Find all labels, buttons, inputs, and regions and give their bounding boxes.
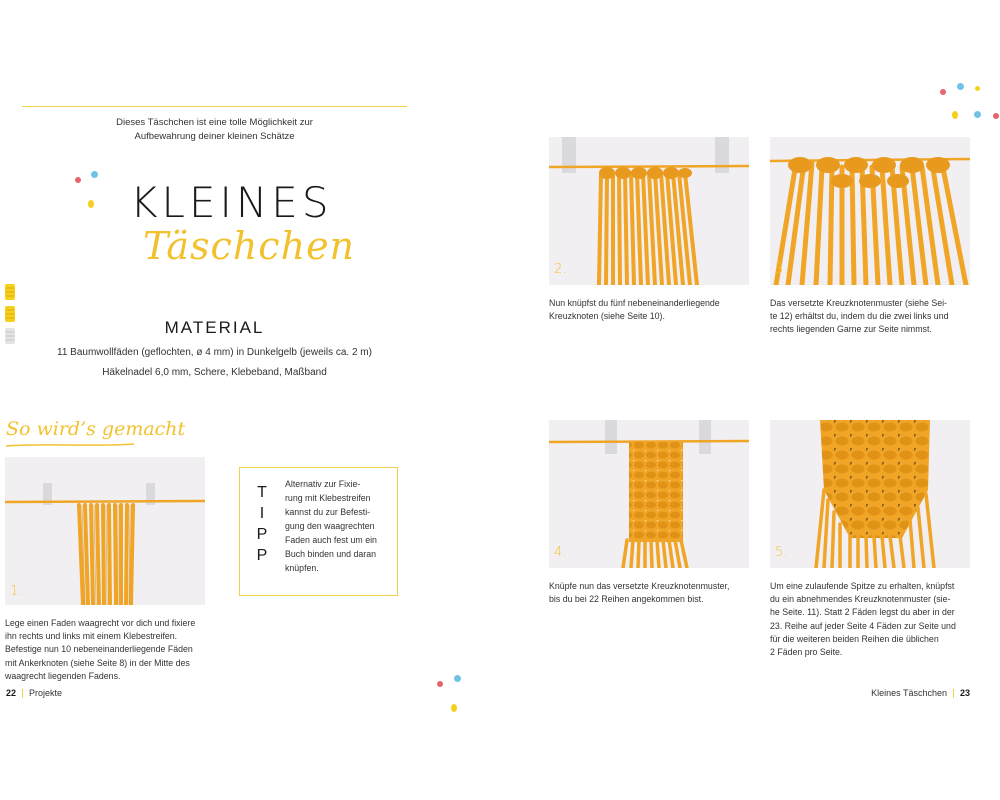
caption-line: te 12) erhältst du, indem du die zwei links und — [770, 311, 949, 322]
step-1-photo — [5, 457, 205, 605]
step-5-photo — [770, 420, 970, 568]
footer-divider — [22, 689, 23, 698]
tip-line: Faden auch fest um ein — [285, 535, 377, 545]
caption-line: 23. Reihe auf jeder Seite 4 Fäden zur Seite und — [770, 620, 956, 631]
step-4-number: 4. — [554, 545, 567, 560]
step-5-number: 5. — [775, 545, 788, 560]
footer-right — [871, 688, 970, 698]
decor-dot-yellow — [88, 200, 94, 208]
caption-line: waagrecht liegenden Fadens. — [5, 670, 121, 681]
caption-line: Befestige nun 10 nebeneinanderliegende Fäden — [5, 644, 193, 655]
footer-left — [6, 688, 62, 698]
step-5-caption — [770, 580, 990, 659]
step-3-photo — [770, 137, 970, 285]
decor-dot-blue — [957, 83, 964, 90]
tip-label — [253, 482, 271, 566]
step-2-number: 2. — [554, 262, 567, 277]
decor-dot-red — [993, 113, 999, 119]
decor-dot-blue — [974, 111, 981, 118]
tip-line: rung mit Klebestreifen — [285, 493, 371, 503]
step-4-photo — [549, 420, 749, 568]
caption-line: Kreuzknoten (siehe Seite 10). — [549, 311, 665, 322]
caption-line: mit Ankerknoten (siehe Seite 8) in der Mitte des — [5, 657, 190, 668]
caption-line: he Seite. 11). Statt 2 Fäden legst du aber in der — [770, 607, 955, 618]
howto-underline — [4, 442, 136, 448]
caption-line: Lege einen Faden waagrecht vor dich und fixiere — [5, 618, 196, 628]
page-title: KLEINES — [130, 178, 333, 227]
caption-line: 2 Fäden pro Seite. — [770, 647, 843, 658]
decor-dot-yellow — [975, 86, 980, 91]
caption-line: Um eine zulaufende Spitze zu erhalten, knüpfst — [770, 581, 955, 591]
page-number: 23 — [959, 688, 970, 698]
tip-line: Alternativ zur Fixie- — [285, 479, 361, 489]
tip-letter: P — [256, 526, 268, 543]
caption-line: bis du bei 22 Reihen angekommen bist. — [549, 594, 704, 605]
material-line-1: 11 Baumwollfäden (geflochten, ø 4 mm) in Dunkelgelb (jeweils ca. 2 m) — [57, 347, 372, 358]
footer-section-label: Kleines Täschchen — [871, 688, 947, 698]
decor-dot-red — [437, 681, 443, 687]
decor-dot-red — [75, 177, 81, 183]
top-divider-line — [22, 106, 407, 107]
caption-line: ihn rechts und links mit einem Klebestreifen. — [5, 631, 178, 642]
howto-heading: So wird’s gemacht — [6, 418, 186, 440]
decor-dot-blue — [454, 675, 461, 682]
intro-line-2: Aufbewahrung deiner kleinen Schätze — [134, 131, 295, 142]
footer-section-label: Projekte — [29, 688, 63, 698]
step-2-photo — [549, 137, 749, 285]
tip-letter: I — [259, 505, 265, 522]
caption-line: für die weiteren beiden Reihen die üblichen — [770, 633, 939, 644]
decor-dot-yellow — [451, 704, 457, 712]
intro-text — [22, 116, 407, 144]
step-1-number: 1. — [10, 584, 23, 599]
caption-line: rechts liegenden Garne zur Seite nimmst. — [770, 324, 932, 335]
caption-line: du ein abnehmendes Kreuzknotenmuster (sie- — [770, 594, 951, 605]
step-1-caption — [5, 617, 220, 683]
tip-letter: T — [257, 484, 267, 501]
tip-letter: P — [256, 547, 268, 564]
caption-line: Das versetzte Kreuzknotenmuster (siehe Sei- — [770, 298, 947, 308]
step-3-caption — [770, 297, 985, 337]
material-line-2: Häkelnadel 6,0 mm, Schere, Klebeband, Maßband — [102, 367, 327, 378]
caption-line: Knüpfe nun das versetzte Kreuzknotenmuster, — [549, 581, 730, 591]
thread-spool-icon — [3, 282, 17, 346]
step-3-number: 3. — [775, 262, 788, 277]
page-number: 22 — [6, 688, 17, 698]
decor-dot-blue — [91, 171, 98, 178]
footer-divider — [953, 689, 954, 698]
tip-text — [285, 477, 393, 575]
decor-dot-yellow — [952, 111, 958, 119]
caption-line: Nun knüpfst du fünf nebeneinanderliegende — [549, 298, 720, 308]
tip-line: knüpfen. — [285, 563, 319, 573]
tip-line: gung den waagrechten — [285, 521, 375, 531]
tip-line: Buch binden und daran — [285, 549, 376, 559]
page-subtitle: Täschchen — [143, 224, 356, 268]
step-4-caption — [549, 580, 759, 606]
decor-dot-red — [940, 89, 946, 95]
material-heading: MATERIAL — [164, 318, 265, 337]
intro-line-1: Dieses Täschchen ist eine tolle Möglichkeit zur — [116, 117, 313, 128]
step-2-caption — [549, 297, 759, 323]
tip-line: kannst du zur Befesti- — [285, 507, 371, 517]
